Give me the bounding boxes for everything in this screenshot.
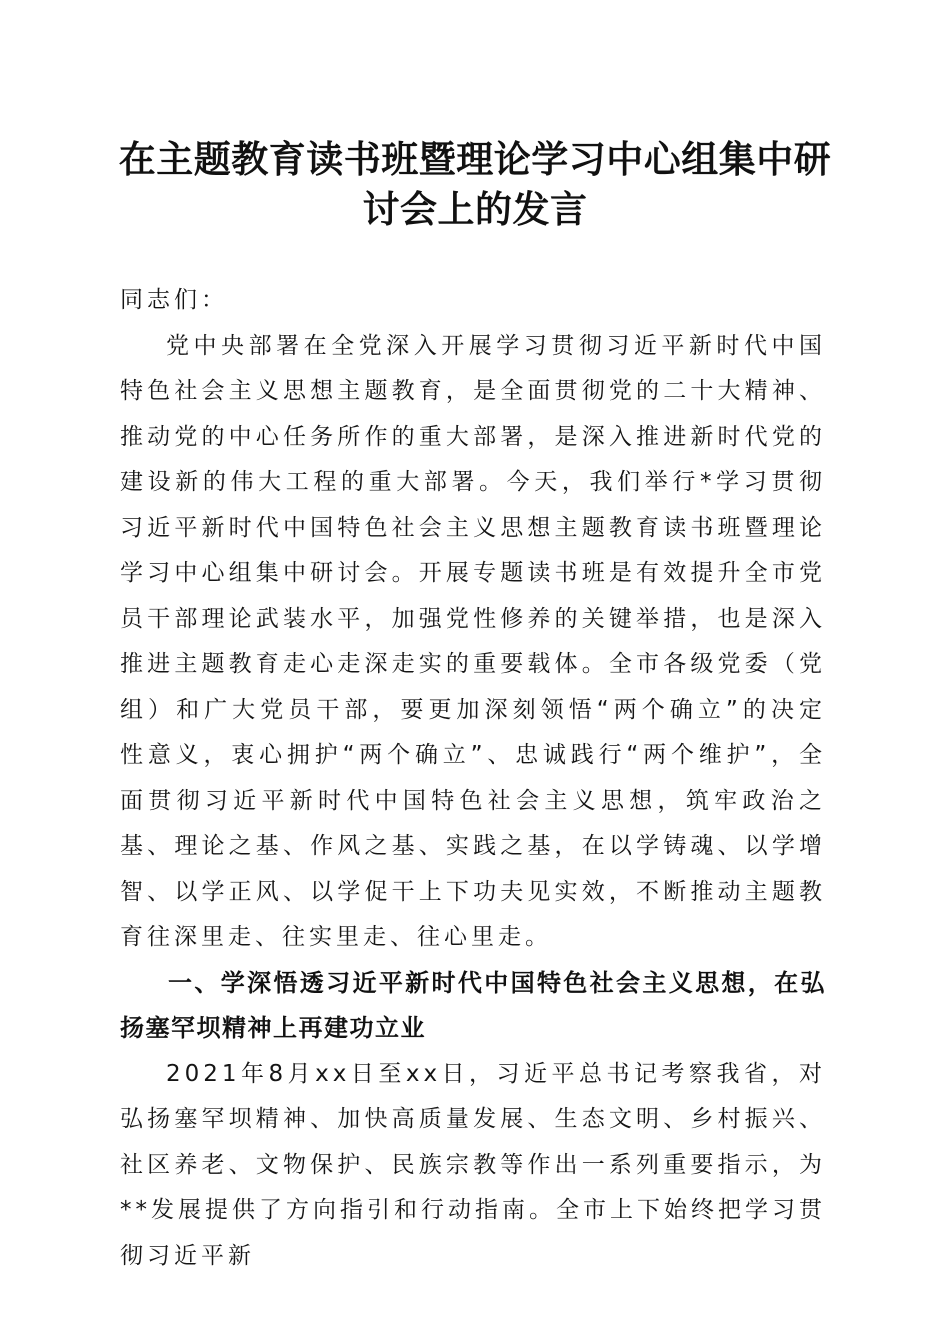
salutation: 同志们： [120, 287, 228, 313]
document-body [120, 278, 826, 1279]
section-heading-1: 一、学深悟透习近平新时代中国特色社会主义思想，在弘扬塞罕坝精神上再建功立业 [120, 968, 826, 1042]
document-title: 在主题教育读书班暨理论学习中心组集中研讨会上的发言 [118, 137, 832, 231]
paragraph-intro: 党中央部署在全党深入开展学习贯彻习近平新时代中国特色社会主义思想主题教育，是全面贯彻党的二十大精神、推动党的中心任务所作的重大部署，是深入推进新时代党的建设新的伟大工程的重大部署。今天，我们举行*学习贯彻习近平新时代中国特色社会主义思想主题教育读书班暨理论学习中心组集中研讨会。开展专题读书班是有效提升全市党员干部理论武装水平，加强党性修养的关键举措，也是深入推进主题教育走心走深走实的重要载体。全市各级党委（党组）和广大党员干部，要更加深刻领悟“两个确立”的决定性意义，衷心拥护“两个确立”、忠诚践行“两个维护”，全面贯彻习近平新时代中国特色社会主义思想，筑牢政治之基、理论之基、作风之基、实践之基，在以学铸魂、以学增智、以学正风、以学促干上下功夫见实效，不断推动主题教育往深里走、往实里走、往心里走。 [120, 332, 826, 950]
paragraph-section-1: 2021年8月xx日至xx日，习近平总书记考察我省，对弘扬塞罕坝精神、加快高质量发展、生态文明、乡村振兴、社区养老、文物保护、民族宗教等作出一系列重要指示，为**发展提供了方向指引和行动指南。全市上下始终把学习贯彻习近平新 [120, 1060, 826, 1269]
